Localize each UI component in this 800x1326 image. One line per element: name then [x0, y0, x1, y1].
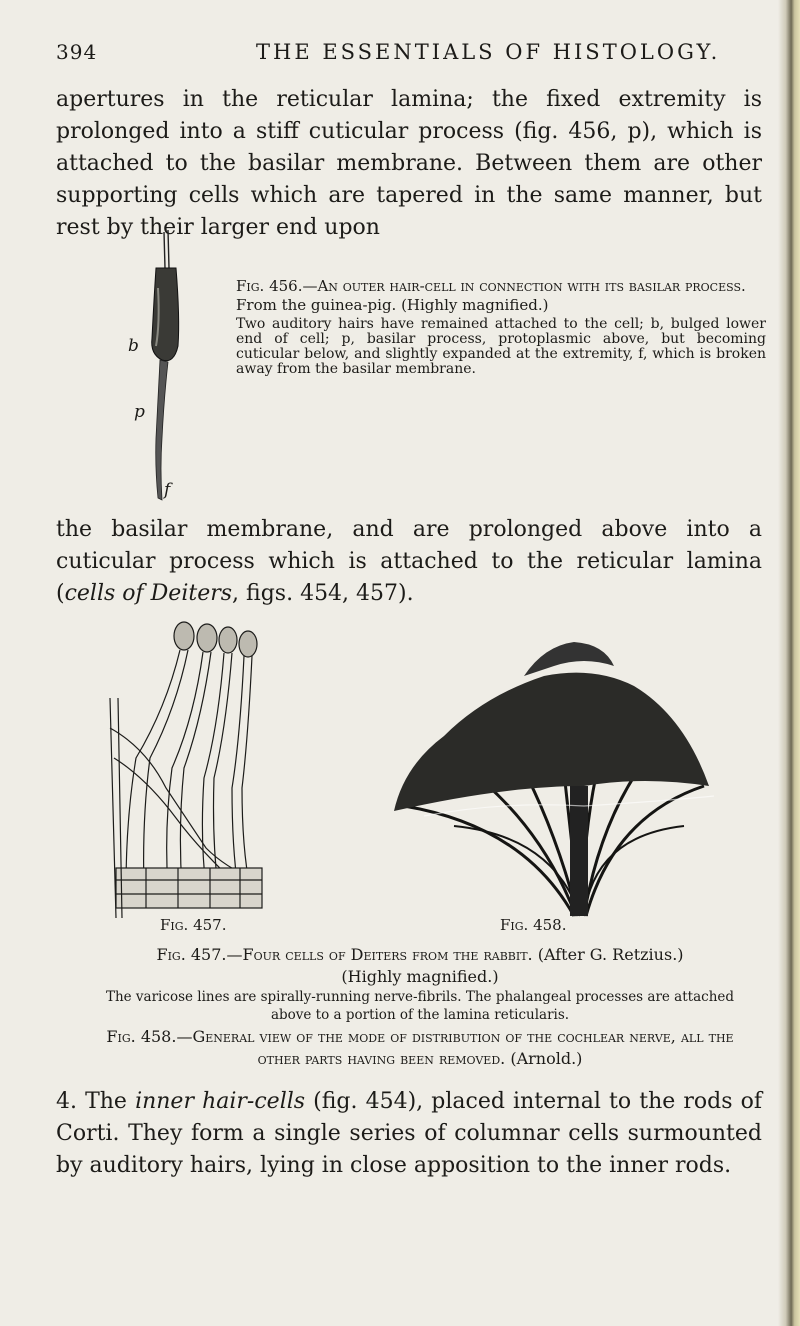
figure-457-label: Fig. 457. [160, 916, 227, 934]
figure-457-illustration [106, 618, 266, 920]
figure-456-caption-head-tail: From the guinea-pig. (Highly magnified.) [236, 296, 549, 314]
figure-458-illustration [344, 636, 744, 918]
figure-458-caption [100, 1026, 740, 1070]
paragraph-middle-text-2: , figs. 454, 457). [232, 581, 414, 606]
paragraph-middle-text-1: the basilar membrane, and are prolonged above into a cuticular process which is attached to the reticular lamina ( [56, 517, 762, 606]
figure-456-label-b: b [128, 336, 139, 356]
figure-456-label-f: f [164, 480, 171, 500]
figure-458-caption-head: Fig. 458.—General view of the mode of distribution of the cochlear nerve, all the other parts having been removed. [106, 1027, 734, 1068]
figure-456-caption-body: Two auditory hairs have remained attached to the cell; b, bulged lower end of cell; p, basilar process, protoplasmic above, but becoming cuticular below, and slightly expanded at the extremity, f, which is broken away from the basilar membrane. [236, 316, 766, 377]
figure-458-label: Fig. 458. [500, 916, 567, 934]
figure-457-caption-head-line2: (Highly magnified.) [341, 967, 499, 986]
figure-456-caption [236, 277, 766, 377]
figure-456-label-p: p [134, 402, 145, 422]
figure-456-illustration [138, 228, 202, 510]
figure-457-caption-head-tail: (After G. Retzius.) [532, 945, 684, 964]
paragraph-bottom-emphasis: inner hair-cells [135, 1089, 306, 1114]
running-head: THE ESSENTIALS OF HISTOLOGY. [256, 40, 721, 64]
paragraph-bottom-text-1: 4. The [56, 1089, 136, 1114]
figure-457-caption-head: Fig. 457.—Four cells of Deiters from the rabbit. [156, 945, 533, 964]
paragraph-middle-emphasis: cells of Deiters [64, 581, 233, 606]
page-edge-shadow [778, 0, 800, 1326]
figure-457-caption [100, 944, 740, 1024]
figure-458-caption-head-tail: (Arnold.) [505, 1049, 583, 1068]
figure-457-caption-body: The varicose lines are spirally-running nerve-fibrils. The phalangeal processes are attached above to a portion of the lamina reticularis. [105, 989, 735, 1023]
paragraph-top: apertures in the reticular lamina; the fixed extremity is prolonged into a stiff cuticular process (fig. 456, p), which is attached to the basilar membrane. Between them are other supporting cells which are tapered in the same manner, but rest by their larger end upon [56, 87, 762, 240]
page-number: 394 [56, 40, 98, 64]
paragraph-bottom-text-2: (fig. 454), placed internal to the rods of Corti. They form a single series of columnar cells surmounted by auditory hairs, lying in close apposition to the inner rods. [56, 1089, 762, 1178]
figure-456-caption-head: Fig. 456.—An outer hair-cell in connection with its basilar process. [236, 277, 746, 295]
paragraph-middle [56, 514, 762, 610]
paragraph-bottom [56, 1086, 762, 1182]
